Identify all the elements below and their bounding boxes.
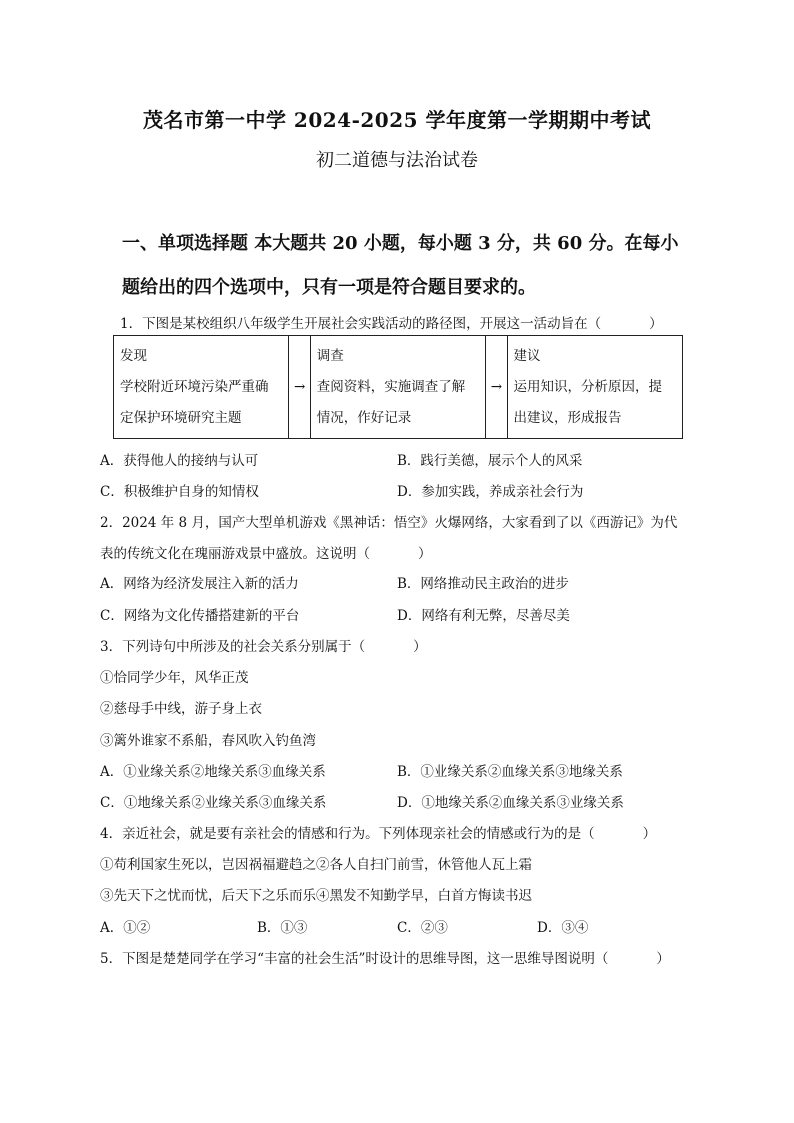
q2-option-b[interactable]: B．网络推动民主政治的进步	[397, 576, 569, 592]
q4-items-line-1: ①苟利国家生死以，岂因祸福避趋之②各人自扫门前雪，休管他人瓦上霜	[100, 857, 532, 873]
q2-close-paren: ）	[418, 546, 432, 562]
exam-title: 茂名市第一中学 2024-2025 学年度第一学期期中考试	[142, 108, 652, 132]
q1-option-c[interactable]: C．积极维护自身的知情权	[100, 484, 259, 500]
q4-stem-text: 4．亲近社会，就是要有亲社会的情感和行为。下列体现亲社会的情感或行为的是（	[100, 826, 595, 842]
q4-option-c[interactable]: C．②③	[397, 920, 448, 936]
flow-step-head: 发现	[120, 347, 147, 364]
q1-stem-text: 1．下图是某校组织八年级学生开展社会实践活动的路径图，开展这一活动旨在（	[120, 316, 602, 332]
q5-close-paren: ）	[656, 951, 670, 967]
q1-flow-table	[113, 335, 683, 439]
q3-close-paren: ）	[413, 639, 427, 655]
flow-step-line: 学校附近环境污染严重确	[120, 378, 269, 395]
q2-stem-line-2	[100, 542, 700, 562]
exam-subtitle: 初二道德与法治试卷	[316, 150, 478, 171]
q4-items-line-2: ③先天下之忧而忧，后天下之乐而乐④黑发不知勤学早，白首方悔读书迟	[100, 888, 532, 904]
flow-step-suggest	[507, 336, 683, 439]
flow-step-line: 出建议，形成报告	[513, 409, 622, 426]
q2-option-c[interactable]: C．网络为文化传播搭建新的平台	[100, 608, 300, 624]
arrow-right-icon: →	[289, 336, 310, 439]
q5-stem	[100, 947, 700, 967]
q4-option-a[interactable]: A．①②	[100, 920, 151, 936]
q3-option-c[interactable]: C．①地缘关系②业缘关系③血缘关系	[100, 795, 327, 811]
q1-stem	[120, 312, 720, 332]
flow-step-head: 建议	[513, 347, 541, 364]
q3-option-a[interactable]: A．①业缘关系②地缘关系③血缘关系	[100, 764, 326, 780]
q4-stem	[100, 822, 700, 842]
q5-stem-text: 5．下图是楚楚同学在学习“丰富的社会生活”时设计的思维导图，这一思维导图说明（	[100, 951, 609, 967]
flow-step-line: 查阅资料，实施调查了解	[316, 378, 466, 395]
q3-stem	[100, 635, 700, 655]
flow-step-investigate	[310, 336, 485, 439]
q3-item-1: ①恰同学少年，风华正茂	[100, 670, 249, 686]
q3-option-d[interactable]: D．①地缘关系②血缘关系③业缘关系	[397, 795, 624, 811]
q3-stem-text: 3．下列诗句中所涉及的社会关系分别属于（	[100, 639, 366, 655]
q2-stem-text: 表的传统文化在瑰丽游戏景中盛放。这说明（	[100, 546, 370, 562]
q3-item-2: ②慈母手中线，游子身上衣	[100, 701, 262, 717]
q4-close-paren: ）	[642, 826, 657, 842]
flow-step-line: 定保护环境研究主题	[120, 409, 242, 426]
section-heading	[122, 222, 682, 310]
q4-option-d[interactable]: D．③④	[537, 920, 589, 936]
q4-option-b[interactable]: B．①③	[257, 920, 308, 936]
q1-close-paren: ）	[649, 316, 663, 332]
q2-stem-line-1: 2．2024 年 8 月，国产大型单机游戏《黑神话：悟空》火爆网络，大家看到了以《西游记》为代	[100, 515, 678, 531]
flow-step-line: 运用知识，分析原因，提	[513, 378, 662, 395]
flow-step-head: 调查	[316, 347, 344, 364]
q3-item-3: ③篱外谁家不系船，春风吹入钓鱼湾	[100, 733, 316, 749]
q2-option-a[interactable]: A．网络为经济发展注入新的活力	[100, 576, 299, 592]
flow-step-discover	[114, 336, 289, 439]
flow-step-line: 情况，作好记录	[316, 409, 412, 426]
q2-option-d[interactable]: D．网络有利无弊，尽善尽美	[397, 608, 570, 624]
section-heading-line-2: 题给出的四个选项中，只有一项是符合题目要求的。	[122, 277, 536, 298]
arrow-right-icon: →	[486, 336, 507, 439]
q3-option-b[interactable]: B．①业缘关系②血缘关系③地缘关系	[397, 764, 623, 780]
q1-option-b[interactable]: B．践行美德，展示个人的风采	[397, 453, 583, 469]
q1-option-a[interactable]: A．获得他人的接纳与认可	[100, 453, 259, 469]
section-heading-line-1: 一、单项选择题 本大题共 20 小题，每小题 3 分，共 60 分。在每小	[122, 233, 679, 254]
q1-option-d[interactable]: D．参加实践，养成亲社会行为	[397, 484, 584, 500]
